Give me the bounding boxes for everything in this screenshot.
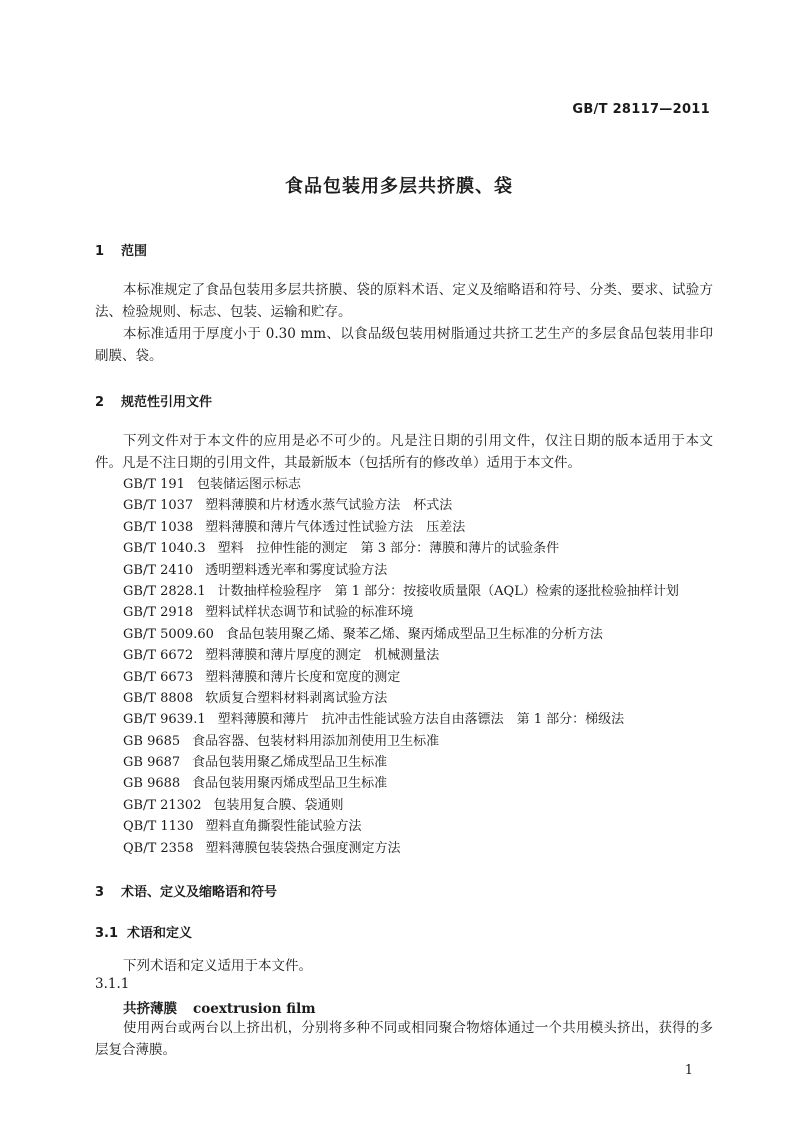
reference-code: GB/T 6673 [123,669,194,685]
reference-title: 塑料直角撕裂性能试验方法 [205,819,362,835]
reference-title: 计数抽样检验程序 第 1 部分：按接收质量限（AQL）检索的逐批检验抽样计划 [217,583,679,599]
term-definition: 使用两台或两台以上挤出机，分别将多种不同或相同聚合物熔体通过一个共用模头挤出，获得的多层复合薄膜。 [95,1020,713,1058]
reference-title: 食品包装用聚乙烯成型品卫生标准 [192,755,388,771]
section-1-paragraph-2: 本标准适用于厚度小于 0.30 mm、以食品级包装用树脂通过共挤工艺生产的多层食品包装用非印刷膜、袋。 [95,326,713,364]
reference-item [123,474,679,495]
reference-title: 塑料薄膜和薄片气体透过性试验方法 压差法 [205,519,466,535]
section-3-1-intro: 下列术语和定义适用于本文件。 [123,958,312,974]
reference-title: 塑料薄膜和薄片 抗冲击性能试验方法自由落镖法 第 1 部分：梯级法 [217,712,625,728]
section-number: 3 [95,885,105,900]
reference-code: GB/T 191 [123,477,185,492]
reference-title: 食品包装用聚丙烯成型品卫生标准 [192,776,388,792]
reference-code: GB/T 8808 [123,690,194,706]
reference-code: GB 9685 [123,733,181,749]
reference-code: GB/T 2828.1 [123,583,206,599]
section-1-paragraph-1: 本标准规定了食品包装用多层共挤膜、袋的原料术语、定义及缩略语和符号、分类、要求、试验方法、检验规则、标志、包装、运输和贮存。 [95,282,713,320]
reference-item [123,838,679,859]
section-number: 1 [95,244,105,259]
document-title: 食品包装用多层共挤膜、袋 [285,176,513,197]
term-entry [123,997,316,1017]
reference-code: QB/T 1130 [123,819,194,835]
section-2-heading [95,391,212,410]
term-chinese: 共挤薄膜 [123,1001,177,1017]
reference-title: 塑料试样状态调节和试验的标准环境 [205,605,414,621]
reference-title: 食品包装用聚乙烯、聚苯乙烯、聚丙烯成型品卫生标准的分析方法 [225,626,603,642]
reference-item [123,581,679,602]
section-3-heading [95,881,277,900]
reference-code: GB/T 2410 [123,562,194,578]
reference-item [123,560,679,581]
reference-item [123,667,679,688]
reference-item [123,709,679,730]
reference-title: 透明塑料透光率和雾度试验方法 [205,562,388,578]
section-3-1-heading [95,922,192,941]
reference-title: 塑料薄膜和薄片长度和宽度的测定 [205,669,401,685]
reference-code: GB/T 1038 [123,519,194,535]
reference-item [123,816,679,837]
section-title: 范围 [121,244,148,259]
term-english: coextrusion film [193,1001,316,1017]
reference-item [123,773,679,794]
reference-title: 塑料 拉伸性能的测定 第 3 部分：薄膜和薄片的试验条件 [217,541,560,557]
section-number: 2 [95,395,105,410]
reference-item [123,688,679,709]
reference-item [123,602,679,623]
reference-title: 塑料薄膜和片材透水蒸气试验方法 杯式法 [205,498,453,514]
reference-item [123,495,679,516]
section-2-intro: 下列文件对于本文件的应用是必不可少的。凡是注日期的引用文件，仅注日期的版本适用于本文件。凡是不注日期的引用文件，其最新版本（包括所有的修改单）适用于本文件。 [95,433,713,471]
reference-title: 包装用复合膜、袋通则 [213,797,344,813]
reference-title: 塑料薄膜包装袋热合强度测定方法 [205,840,401,856]
reference-code: QB/T 2358 [123,840,194,856]
reference-title: 包装储运图示标志 [196,477,301,492]
reference-code: GB/T 9639.1 [123,712,206,728]
reference-item [123,517,679,538]
reference-item [123,645,679,666]
reference-code: GB 9687 [123,755,181,771]
reference-item [123,752,679,773]
reference-item [123,538,679,559]
reference-item [123,731,679,752]
subsection-number: 3.1 [95,926,119,941]
section-title: 规范性引用文件 [121,395,213,410]
reference-code: GB/T 2918 [123,605,194,621]
reference-title: 食品容器、包装材料用添加剂使用卫生标准 [192,733,440,749]
reference-title: 软质复合塑料材料剥离试验方法 [205,690,388,706]
reference-code: GB/T 21302 [123,797,202,813]
reference-code: GB/T 5009.60 [123,626,214,642]
page-number: 1 [684,1063,693,1078]
reference-code: GB/T 1040.3 [123,541,206,557]
reference-title: 塑料薄膜和薄片厚度的测定 机械测量法 [205,648,440,664]
subsection-title: 术语和定义 [127,926,193,941]
standard-number: GB/T 28117—2011 [572,102,710,117]
reference-item [123,624,679,645]
reference-code: GB/T 1037 [123,498,194,514]
section-title: 术语、定义及缩略语和符号 [121,885,278,900]
reference-code: GB/T 6672 [123,648,194,664]
reference-code: GB 9688 [123,776,181,792]
reference-item [123,795,679,816]
section-1-heading [95,240,147,259]
clause-number: 3.1.1 [95,976,130,992]
normative-references-list [123,474,679,859]
